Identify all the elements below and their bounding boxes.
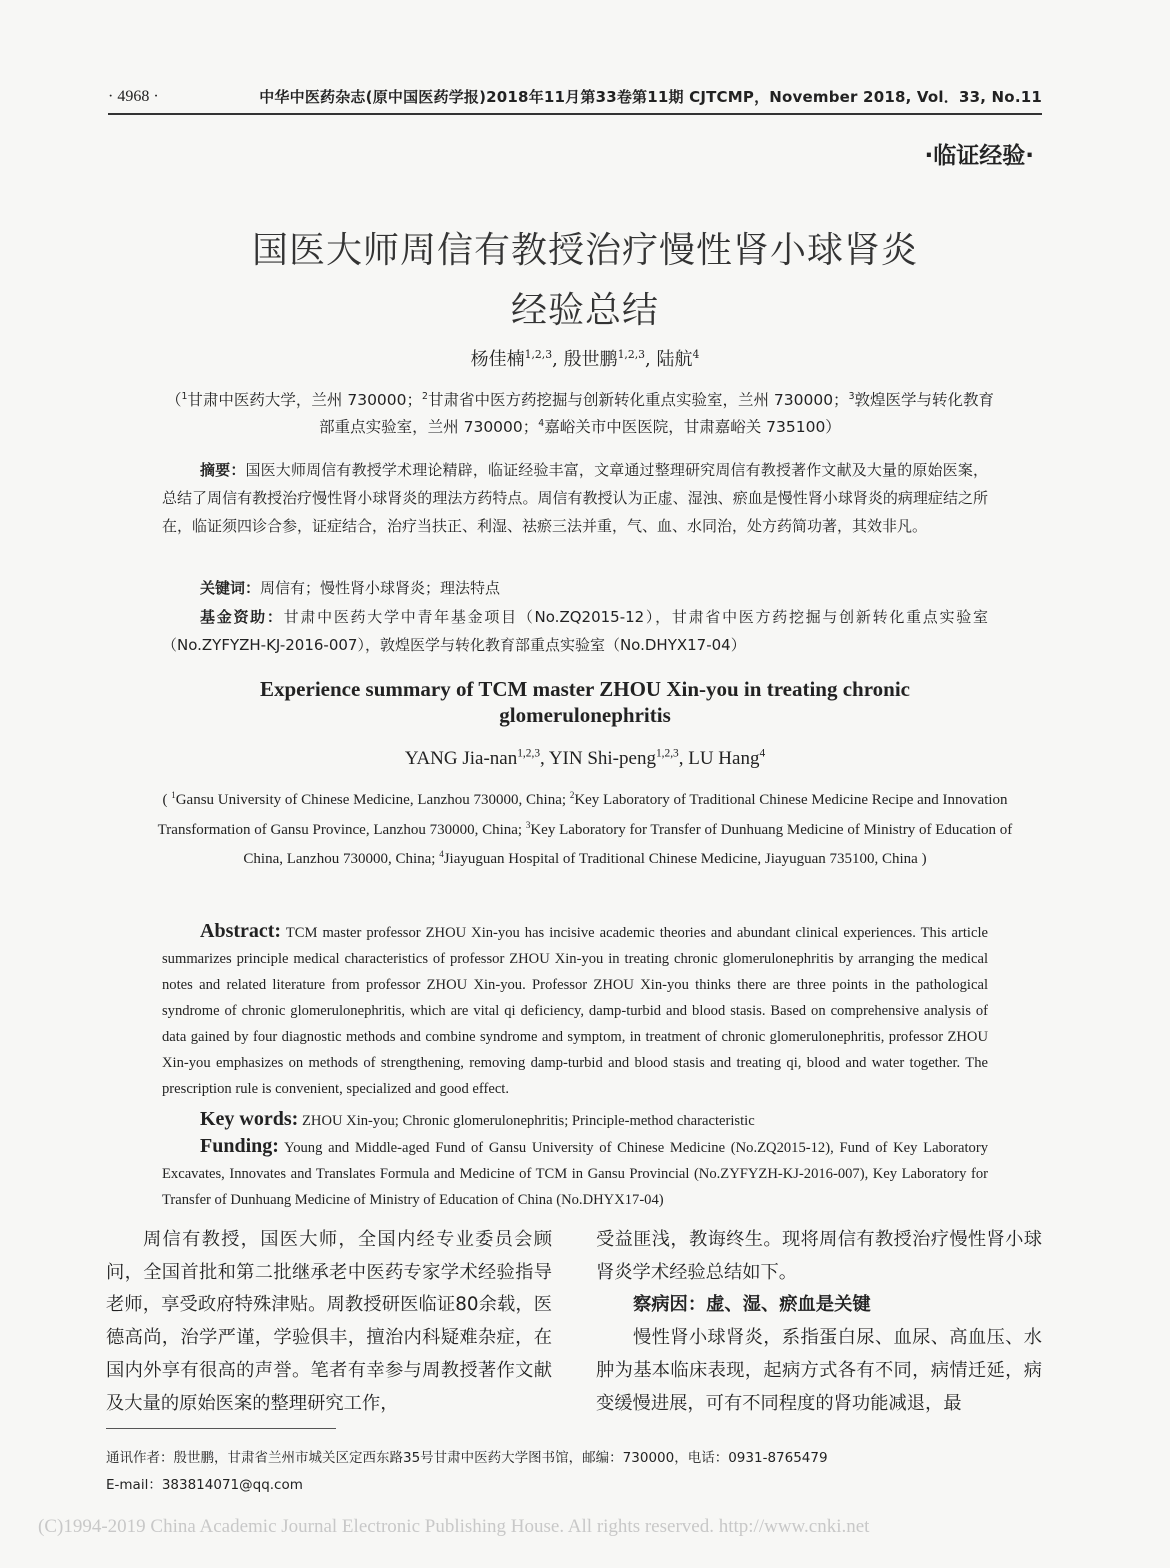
body-paragraph: 周信有教授，国医大师，全国内经专业委员会顾问，全国首批和第二批继承老中医药专家学术经验指导老师，享受政府特殊津贴。周教授研医临证80余载，医德高尚，治学严谨，学验俱丰，擅治内科疑难杂症，在国内外享有很高的声誉。笔者有幸参与周教授著作文献及大量的原始医案的整理研究工作， <box>106 1229 552 1414</box>
author-affiliation-number: 1,2,3 <box>524 348 553 361</box>
affiliation-text: 敦煌医学与转化教育部重点实验室，兰州 730000； <box>319 391 994 436</box>
abstract-cn-text: 国医大师周信有教授学术理论精辟，临证经验丰富，文章通过整理研究周信有教授著作文献及大量的原始医案，总结了周信有教授治疗慢性肾小球肾炎的理法方药特点。周信有教授认为正虚、湿浊、瘀血是慢性肾小球肾炎的病理症结之所在，临证须四诊合参，证症结合，治疗当扶正、利湿、祛瘀三法并重，气、血、水同治，处方药简功著，其效非凡。 <box>162 461 988 535</box>
affiliation-number: 3 <box>525 819 531 830</box>
affiliation-text: 甘肃中医药大学，兰州 730000； <box>187 391 423 409</box>
author-cn: 殷世鹏 <box>563 349 618 370</box>
abstract-en <box>162 918 988 1102</box>
funding-en <box>162 1133 988 1213</box>
copyright-watermark: (C)1994-2019 China Academic Journal Electronic Publishing House. All rights reserved. http://www.cnki.net <box>38 1516 870 1537</box>
footnote-correspondence: 通讯作者：殷世鹏，甘肃省兰州市城关区定西东路35号甘肃中医药大学图书馆，邮编：730000，电话：0931-8765479 <box>106 1450 828 1466</box>
keywords-cn <box>162 574 988 602</box>
footnote-rule <box>106 1428 336 1429</box>
funding-cn-text: 甘肃中医药大学中青年基金项目（No.ZQ2015-12），甘肃省中医方药挖掘与创新转化重点实验室（No.ZYFYZH-KJ-2016-007），敦煌医学与转化教育部重点实验室（No.DHYX17-04） <box>162 608 988 654</box>
affiliations-cn <box>160 387 1000 441</box>
body-paragraph-continuation: 受益匪浅，教诲终生。现将周信有教授治疗慢性肾小球肾炎学术经验总结如下。 <box>596 1229 1042 1283</box>
funding-cn <box>162 603 988 659</box>
section-heading: 察病因：虚、湿、瘀血是关键 <box>633 1294 871 1316</box>
author-separator: , <box>552 349 564 370</box>
affiliation-text: Gansu University of Chinese Medicine, Lanzhou 730000, China; <box>175 792 570 808</box>
author-cn: 陆航 <box>656 349 693 370</box>
affiliation-text: 嘉峪关市中医医院，甘肃嘉峪关 735100） <box>544 418 841 436</box>
author-en: YIN Shi-peng <box>548 748 656 769</box>
title-en <box>160 676 1010 728</box>
abstract-cn-label: 摘要： <box>200 461 246 479</box>
affiliation-number: 1 <box>171 790 176 800</box>
affiliation-number: 4 <box>538 417 545 429</box>
body-paragraph: 慢性肾小球肾炎，系指蛋白尿、血尿、高血压、水肿为基本临床表现，起病方式各有不同，病情迁延，病变缓慢进展，可有不同程度的肾功能减退，最 <box>596 1327 1042 1414</box>
journal-citation: 中华中医药杂志(原中国医药学报)2018年11月第33卷第11期 CJTCMP，November 2018, Vol．33, No.11 <box>259 88 1042 106</box>
author-cn: 杨佳楠 <box>470 349 525 370</box>
title-en-line1: Experience summary of TCM master ZHOU Xin-you in treating chronic <box>260 677 910 701</box>
keywords-en-label: Key words: <box>200 1108 299 1130</box>
author-en: YANG Jia-nan <box>404 748 518 769</box>
section-label: ·临证经验· <box>924 143 1034 169</box>
keywords-cn-text: 周信有；慢性肾小球肾炎；理法特点 <box>260 579 501 597</box>
funding-en-label: Funding: <box>200 1135 279 1157</box>
affiliation-number: 4 <box>439 849 444 859</box>
author-separator: , <box>678 748 689 769</box>
abstract-en-text: TCM master professor ZHOU Xin-you has incisive academic theories and abundant clinical experiences. This article summarizes principle medical characteristics of professor ZHOU Xin-you in treating chronic glomerulonephritis by arranging the medical notes and related literature from professor ZHOU Xin-you. Professor ZHOU Xin-you thinks there are three points in the pathological syndrome of chronic glomerulonephritis, which are vital qi deficiency, damp-turbid and blood stasis. Based on comprehensive analysis of data gained by four diagnostic methods and combine syndrome and symptom, in treatment of chronic glomerulonephritis, professor ZHOU Xin-you emphasizes on methods of strengthening, removing damp-turbid and blood stasis and treating qi, blood and water together. The prescription rule is convenient, specialized and good effect. <box>162 925 988 1097</box>
body-column-left <box>106 1224 552 1420</box>
affiliation-number: 2 <box>422 390 428 402</box>
page-number: · 4968 · <box>108 88 159 105</box>
title-cn-line1: 国医大师周信有教授治疗慢性肾小球肾炎 <box>251 230 918 271</box>
funding-cn-label: 基金资助： <box>200 608 284 626</box>
title-en-line2: glomerulonephritis <box>499 703 671 727</box>
affiliation-prefix: （ <box>165 391 182 409</box>
keywords-en <box>162 1106 988 1134</box>
affiliation-text: Key Laboratory for Transfer of Dunhuang Medicine of Ministry of Education of China, Lanzhou 730000, China; <box>243 821 1013 867</box>
affiliation-text: 甘肃省中医方药挖掘与创新转化重点实验室，兰州 730000； <box>427 391 849 409</box>
abstract-en-label: Abstract: <box>200 920 282 942</box>
running-header <box>108 84 1042 114</box>
affiliation-number: 3 <box>848 390 855 402</box>
author-affiliation-number: 4 <box>692 348 700 361</box>
authors-cn <box>0 345 1170 371</box>
affiliation-number: 2 <box>569 790 575 800</box>
affiliations-en <box>150 786 1020 875</box>
author-separator: , <box>540 748 549 769</box>
footnote-email: E-mail：383814071@qq.com <box>106 1477 303 1493</box>
author-affiliation-number: 1,2,3 <box>617 348 646 361</box>
author-affiliation-number: 1,2,3 <box>655 747 679 760</box>
author-en: LU Hang <box>688 748 760 769</box>
title-cn-line2: 经验总结 <box>510 290 659 331</box>
body-column-right <box>596 1224 1042 1420</box>
funding-en-text: Young and Middle-aged Fund of Gansu University of Chinese Medicine (No.ZQ2015-12), Fund of Key Laboratory Excavates, Innovates and Translates Formula and Medicine of TCM in Gansu Provincial (No.ZYFYZH-KJ-2016-007), Key Laboratory for Transfer of Dunhuang Medicine of Ministry of Education of China (No.DHYX17-04) <box>162 1140 988 1208</box>
keywords-en-text: ZHOU Xin-you; Chronic glomerulonephritis; Principle-method characteristic <box>301 1113 755 1129</box>
header-rule <box>108 113 1042 115</box>
affiliation-text: Key Laboratory of Traditional Chinese Medicine Recipe and Innovation Transformation of Gansu Province, Lanzhou 730000, China; <box>157 792 1008 838</box>
affiliation-number: 1 <box>181 390 188 402</box>
abstract-cn <box>162 456 988 540</box>
keywords-cn-label: 关键词： <box>200 579 261 597</box>
authors-en <box>0 748 1170 770</box>
author-affiliation-number: 4 <box>759 747 766 760</box>
affiliation-text: Jiayuguan Hospital of Traditional Chinese Medicine, Jiayuguan 735100, China ) <box>443 851 927 867</box>
author-affiliation-number: 1,2,3 <box>517 747 541 760</box>
author-separator: , <box>645 349 657 370</box>
affiliation-prefix: ( <box>162 792 172 808</box>
